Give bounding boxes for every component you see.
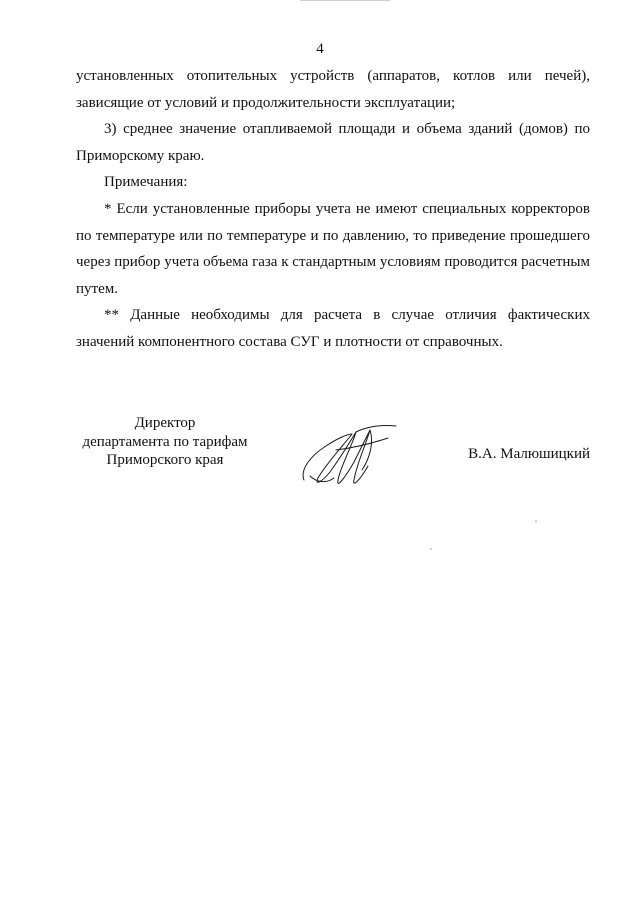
page-number: 4 bbox=[316, 41, 324, 57]
signatory-title-line: Приморского края bbox=[106, 452, 224, 468]
handwritten-signature bbox=[296, 420, 408, 492]
text-line: путем. bbox=[76, 280, 118, 297]
text-line: через прибор учета объема газа к стандартным условиям проводится расчетным bbox=[76, 254, 590, 271]
text-line: установленных отопительных устройств (аппаратов, котлов или печей), bbox=[76, 68, 590, 84]
text-line: Приморскому краю. bbox=[76, 147, 205, 164]
paragraph-item-3 bbox=[76, 116, 590, 169]
signatory-title-line: департамента по тарифам bbox=[82, 433, 248, 450]
scan-artifact bbox=[535, 520, 537, 522]
signer-name: В.А. Малюшицкий bbox=[468, 446, 590, 462]
text-line: * Если установленные приборы учета не имеют специальных корректоров bbox=[104, 200, 590, 217]
signatory-title bbox=[60, 414, 270, 470]
note-single-asterisk bbox=[76, 196, 590, 302]
notes-heading bbox=[76, 169, 590, 196]
scan-artifact bbox=[300, 0, 390, 1]
document-body bbox=[76, 63, 590, 356]
text-line: зависящие от условий и продолжительности эксплуатации; bbox=[76, 94, 456, 111]
text-line: 3) среднее значение отапливаемой площади и объема зданий (домов) по bbox=[104, 121, 590, 138]
signatory-title-line: Директор bbox=[134, 415, 196, 431]
note-double-asterisk bbox=[76, 302, 590, 355]
scan-artifact bbox=[430, 548, 432, 550]
text-line: значений компонентного состава СУГ и плотности от справочных. bbox=[76, 333, 503, 350]
text-line: по температуре или по температуре и по давлению, то приведение прошедшего bbox=[76, 227, 590, 244]
text-line: Примечания: bbox=[104, 174, 188, 191]
paragraph-continuation bbox=[76, 63, 590, 116]
text-line: ** Данные необходимы для расчета в случае отличия фактических bbox=[104, 307, 590, 324]
